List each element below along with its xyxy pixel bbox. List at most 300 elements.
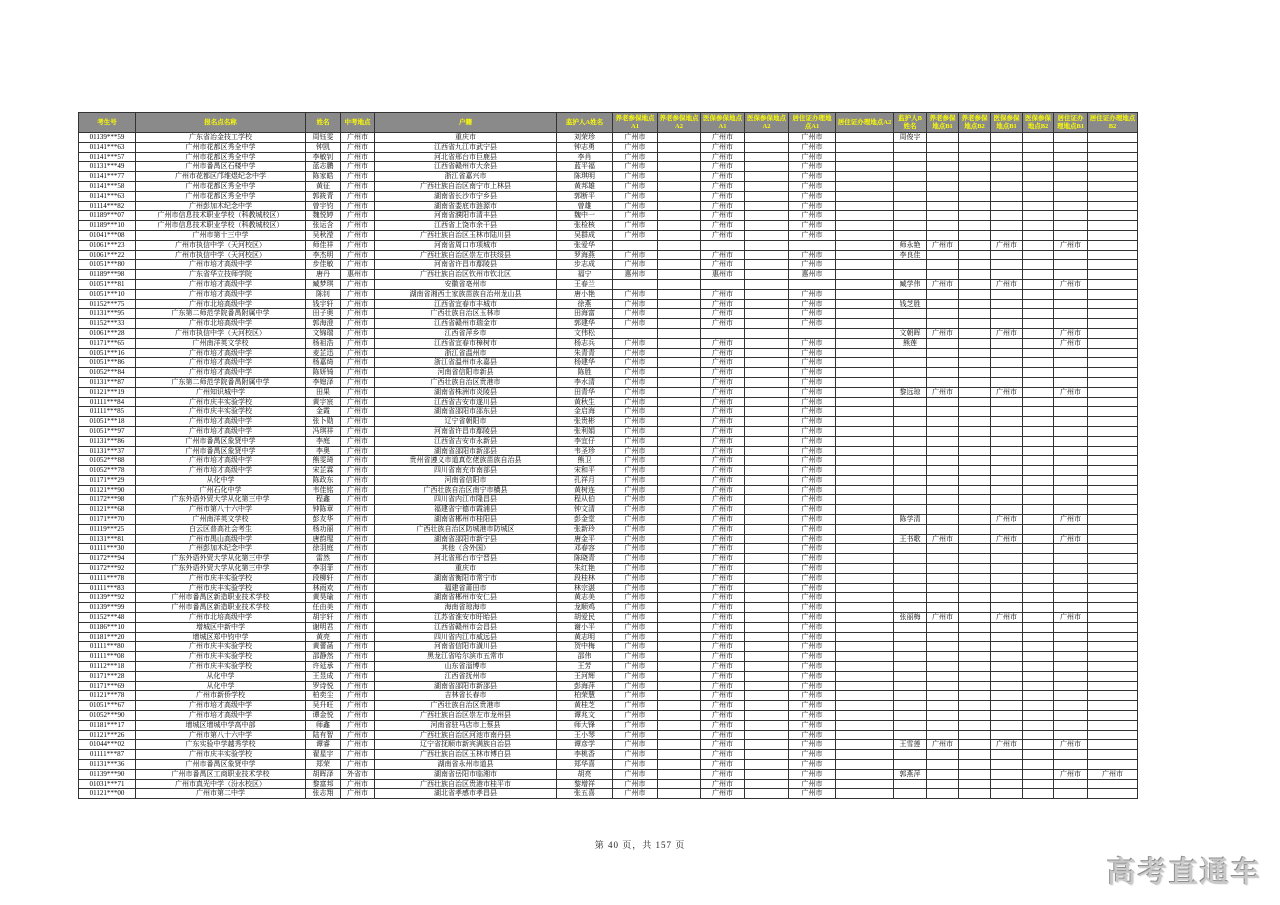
cell: 广州南洋英文学校 [136, 515, 306, 525]
cell [927, 642, 959, 652]
cell: 广州市培才高级中学 [136, 466, 306, 476]
table-row [79, 201, 1138, 211]
cell [959, 456, 991, 466]
cell: 广州市培才高级中学 [136, 711, 306, 721]
cell: 广州市 [613, 319, 658, 329]
cell [836, 701, 894, 711]
cell [836, 152, 894, 162]
cell: 黑龙江省哈尔滨市五常市 [375, 652, 557, 662]
cell: 徐燕 [557, 299, 613, 309]
cell [745, 603, 789, 613]
column-header: 监护人A姓名 [557, 113, 613, 133]
cell: 广州市 [789, 603, 836, 613]
cell [836, 289, 894, 299]
cell: 广州市 [789, 152, 836, 162]
cell: 广州市 [789, 613, 836, 623]
cell [959, 377, 991, 387]
cell [894, 652, 927, 662]
cell: 广州市 [341, 377, 375, 387]
cell: 广州市 [613, 142, 658, 152]
cell: 01121***26 [79, 730, 136, 740]
table-row [79, 319, 1138, 329]
cell [745, 720, 789, 730]
cell [927, 348, 959, 358]
cell: 广州市 [789, 564, 836, 574]
table-row [79, 289, 1138, 299]
cell: 广州市 [789, 505, 836, 515]
cell [959, 230, 991, 240]
cell: 广州市 [789, 221, 836, 231]
cell: 广州市 [789, 769, 836, 779]
cell [1054, 711, 1088, 721]
cell: 广州市 [789, 485, 836, 495]
cell [745, 319, 789, 329]
cell [836, 485, 894, 495]
column-header: 居住证办理地点A1 [789, 113, 836, 133]
cell: 白云区普高社会考生 [136, 524, 306, 534]
cell [959, 779, 991, 789]
cell: 段桂林 [557, 573, 613, 583]
cell: 广州市 [341, 407, 375, 417]
cell: 01111***83 [79, 583, 136, 593]
cell: 广州市 [789, 573, 836, 583]
cell: 广西壮族自治区贵港市 [375, 377, 557, 387]
column-header: 姓名 [306, 113, 341, 133]
cell [658, 221, 701, 231]
cell: 河南省许昌市鄢陵县 [375, 426, 557, 436]
cell: 广州市 [701, 319, 745, 329]
cell [1023, 779, 1054, 789]
cell: 广州市 [341, 632, 375, 642]
cell [1054, 554, 1088, 564]
cell: 广州市 [701, 260, 745, 270]
cell [836, 613, 894, 623]
cell [1088, 456, 1138, 466]
cell [1088, 201, 1138, 211]
cell [658, 564, 701, 574]
cell [991, 671, 1023, 681]
cell: 广州市番禺区石楼中学 [136, 162, 306, 172]
cell: 01139***99 [79, 603, 136, 613]
cell: 李桃香 [557, 750, 613, 760]
cell [1054, 681, 1088, 691]
cell: 广州市北培高级中学 [136, 299, 306, 309]
cell: 广州市 [789, 181, 836, 191]
cell: 广州市 [613, 583, 658, 593]
cell [927, 583, 959, 593]
cell [1088, 740, 1138, 750]
table-row [79, 348, 1138, 358]
cell: 韦佳铭 [306, 485, 341, 495]
cell [959, 740, 991, 750]
cell [927, 133, 959, 143]
cell: 陈家皓 [306, 172, 341, 182]
cell [894, 162, 927, 172]
cell [927, 172, 959, 182]
cell: 江西省赣州市会昌县 [375, 622, 557, 632]
cell: 广州市 [701, 456, 745, 466]
cell: 从化中学 [136, 671, 306, 681]
cell [1054, 162, 1088, 172]
cell: 01139***92 [79, 593, 136, 603]
cell: 广州市 [701, 583, 745, 593]
cell [658, 142, 701, 152]
cell: 广州市 [341, 671, 375, 681]
cell [927, 652, 959, 662]
cell [658, 632, 701, 642]
cell: 彭友华 [306, 515, 341, 525]
cell [991, 446, 1023, 456]
cell [894, 789, 927, 799]
cell [745, 466, 789, 476]
cell [894, 368, 927, 378]
cell: 广州市 [789, 397, 836, 407]
cell: 彭金堂 [557, 515, 613, 525]
table-row [79, 338, 1138, 348]
cell: 广州市 [341, 142, 375, 152]
cell [959, 407, 991, 417]
cell [894, 662, 927, 672]
cell [1023, 446, 1054, 456]
cell: 广州市 [341, 397, 375, 407]
cell [658, 162, 701, 172]
cell [1023, 309, 1054, 319]
cell [1088, 309, 1138, 319]
cell [1054, 730, 1088, 740]
cell: 广州市 [1054, 534, 1088, 544]
table-row [79, 632, 1138, 642]
column-header: 医保参保地点B1 [991, 113, 1023, 133]
cell: 广州市 [613, 632, 658, 642]
cell: 黄志明 [557, 632, 613, 642]
cell: 广州市 [341, 681, 375, 691]
cell: 广州市 [613, 152, 658, 162]
cell: 惠州市 [341, 270, 375, 280]
cell [927, 250, 959, 260]
cell: 胡宇轩 [306, 613, 341, 623]
cell: 广州市 [789, 201, 836, 211]
cell [1054, 368, 1088, 378]
cell [991, 270, 1023, 280]
cell: 01189***10 [79, 221, 136, 231]
cell [959, 348, 991, 358]
cell: 江西省赣州市大余县 [375, 162, 557, 172]
column-header: 养老参保地点A2 [658, 113, 701, 133]
cell [927, 730, 959, 740]
cell: 广东第二师范学院番禺附属中学 [136, 309, 306, 319]
cell [745, 544, 789, 554]
cell [959, 593, 991, 603]
cell [1088, 495, 1138, 505]
cell: 李奥 [306, 446, 341, 456]
cell [894, 671, 927, 681]
cell [658, 524, 701, 534]
cell [745, 201, 789, 211]
cell: 广州市 [789, 338, 836, 348]
cell [745, 250, 789, 260]
cell: 01061***28 [79, 328, 136, 338]
cell: 广州市 [341, 417, 375, 427]
cell [1023, 260, 1054, 270]
cell: 广州市 [613, 397, 658, 407]
cell [745, 240, 789, 250]
cell: 吉林省长春市 [375, 691, 557, 701]
cell [991, 544, 1023, 554]
cell: 广州市 [613, 652, 658, 662]
cell [1088, 564, 1138, 574]
cell [836, 426, 894, 436]
cell [745, 622, 789, 632]
cell [1023, 769, 1054, 779]
cell [836, 544, 894, 554]
cell [1088, 191, 1138, 201]
cell [836, 652, 894, 662]
cell [1023, 152, 1054, 162]
cell [894, 142, 927, 152]
cell [1054, 133, 1088, 143]
cell [991, 348, 1023, 358]
cell [658, 211, 701, 221]
cell [894, 211, 927, 221]
column-header: 养老参保地点B2 [959, 113, 991, 133]
table-row [79, 142, 1138, 152]
cell: 王昱成 [306, 671, 341, 681]
cell: 广西壮族自治区南宁市横县 [375, 485, 557, 495]
cell [1023, 162, 1054, 172]
column-header: 报名点名称 [136, 113, 306, 133]
cell: 广州市信息技术职业学校（科教城校区） [136, 221, 306, 231]
cell: 广州市 [789, 446, 836, 456]
table-row [79, 407, 1138, 417]
cell [836, 181, 894, 191]
cell: 魏中一 [557, 211, 613, 221]
cell [1054, 436, 1088, 446]
table-row [79, 133, 1138, 143]
cell [1054, 622, 1088, 632]
cell [745, 662, 789, 672]
cell [1088, 760, 1138, 770]
cell: 江西省抚州市 [375, 671, 557, 681]
cell: 广州市 [613, 358, 658, 368]
cell [959, 603, 991, 613]
cell: 田果 [306, 387, 341, 397]
cell [1023, 613, 1054, 623]
cell [991, 466, 1023, 476]
cell [959, 211, 991, 221]
cell: 广州市庆丰实验学校 [136, 750, 306, 760]
cell: 广州市 [613, 662, 658, 672]
cell [658, 270, 701, 280]
cell: 惠州市 [789, 270, 836, 280]
table-row [79, 681, 1138, 691]
cell: 广州市 [341, 133, 375, 143]
cell: 广州市执信中学（天河校区） [136, 240, 306, 250]
cell: 广州市 [613, 730, 658, 740]
cell [745, 172, 789, 182]
cell: 广州市 [613, 544, 658, 554]
cell: 01186***10 [79, 622, 136, 632]
cell [991, 573, 1023, 583]
table-row [79, 544, 1138, 554]
table-row [79, 730, 1138, 740]
cell [1023, 328, 1054, 338]
cell: 广州市 [613, 603, 658, 613]
cell [1023, 622, 1054, 632]
cell [1088, 377, 1138, 387]
table-row [79, 740, 1138, 750]
cell: 01141***77 [79, 172, 136, 182]
cell [745, 583, 789, 593]
cell [1088, 524, 1138, 534]
cell: 广州市 [341, 426, 375, 436]
table-row [79, 671, 1138, 681]
cell: 黄亮 [306, 632, 341, 642]
cell: 广州市 [789, 750, 836, 760]
table-row [79, 711, 1138, 721]
cell: 广州市 [789, 681, 836, 691]
cell [658, 730, 701, 740]
cell [836, 573, 894, 583]
cell: 广州市 [341, 534, 375, 544]
cell: 广州市 [341, 750, 375, 760]
column-header: 居住证办理地点B1 [1054, 113, 1088, 133]
cell: 广州市 [701, 789, 745, 799]
cell: 广州市 [701, 720, 745, 730]
cell [959, 250, 991, 260]
cell [991, 475, 1023, 485]
cell: 广州市番禺区新造职业技术学校 [136, 603, 306, 613]
cell [836, 417, 894, 427]
cell [927, 211, 959, 221]
cell [894, 466, 927, 476]
cell: 广州市 [613, 309, 658, 319]
cell [991, 377, 1023, 387]
cell: 广州市 [701, 162, 745, 172]
cell [1088, 436, 1138, 446]
cell [959, 544, 991, 554]
cell: 师佳祥 [306, 240, 341, 250]
cell: 01152***33 [79, 319, 136, 329]
cell: 张丽梅 [894, 613, 927, 623]
cell [991, 250, 1023, 260]
cell: 广州市 [789, 740, 836, 750]
cell: 河南省濮阳市清丰县 [375, 211, 557, 221]
cell: 徐羽庭 [306, 544, 341, 554]
cell: 广州市 [991, 613, 1023, 623]
cell [745, 691, 789, 701]
cell [894, 319, 927, 329]
cell: 黎增祥 [557, 779, 613, 789]
cell: 广州市 [341, 760, 375, 770]
cell [1023, 583, 1054, 593]
cell: 王芳 [557, 662, 613, 672]
cell [894, 505, 927, 515]
cell: 广州市 [341, 779, 375, 789]
cell: 01181***20 [79, 632, 136, 642]
cell: 广州市真光中学（汾水校区） [136, 779, 306, 789]
cell [1023, 270, 1054, 280]
cell: 广州市 [341, 211, 375, 221]
column-header: 居住证办理地点A2 [836, 113, 894, 133]
column-header: 监护人B姓名 [894, 113, 927, 133]
cell [836, 720, 894, 730]
column-header: 医保参保地点A1 [701, 113, 745, 133]
cell: 金霞 [306, 407, 341, 417]
cell [1054, 397, 1088, 407]
cell: 王河辉 [557, 671, 613, 681]
cell [1023, 338, 1054, 348]
cell: 广州市 [701, 466, 745, 476]
cell [1054, 701, 1088, 711]
cell: 广州市 [701, 191, 745, 201]
cell: 广州市 [701, 622, 745, 632]
table-row [79, 760, 1138, 770]
cell [1023, 289, 1054, 299]
cell: 广州市 [789, 691, 836, 701]
cell: 广西壮族自治区贵港市 [375, 701, 557, 711]
cell [1023, 181, 1054, 191]
cell [701, 240, 745, 250]
cell: 广东外语外贸大学从化第三中学 [136, 495, 306, 505]
cell: 广州市 [789, 760, 836, 770]
cell [658, 691, 701, 701]
cell [991, 505, 1023, 515]
cell: 广州市 [701, 779, 745, 789]
cell: 湖南省岳阳市临湘市 [375, 769, 557, 779]
cell: 广州市 [701, 250, 745, 260]
cell: 广州市第二中学 [136, 789, 306, 799]
cell: 宋芷霖 [306, 466, 341, 476]
cell [959, 260, 991, 270]
cell [1088, 662, 1138, 672]
cell [894, 309, 927, 319]
cell: 广州市 [341, 583, 375, 593]
cell: 广州市 [613, 446, 658, 456]
cell: 广州市 [701, 475, 745, 485]
cell: 李水清 [557, 377, 613, 387]
cell [991, 172, 1023, 182]
cell: 广州市培才高级中学 [136, 368, 306, 378]
cell: 01131***49 [79, 162, 136, 172]
cell [1088, 221, 1138, 231]
cell: 广州市 [341, 466, 375, 476]
cell [745, 485, 789, 495]
table-row [79, 750, 1138, 760]
cell: 01111***08 [79, 652, 136, 662]
cell [1023, 397, 1054, 407]
cell [927, 319, 959, 329]
cell [1054, 642, 1088, 652]
cell [959, 309, 991, 319]
cell: 熊卫 [557, 456, 613, 466]
cell [927, 711, 959, 721]
cell: 广州市 [613, 211, 658, 221]
cell [836, 730, 894, 740]
cell [991, 289, 1023, 299]
cell [991, 436, 1023, 446]
cell: 黎富邦 [306, 779, 341, 789]
cell [991, 524, 1023, 534]
cell: 广州市第十三中学 [136, 230, 306, 240]
cell: 杨功丽 [306, 524, 341, 534]
cell [836, 319, 894, 329]
cell [836, 681, 894, 691]
cell: 熊雯琦 [306, 456, 341, 466]
cell: 黄志美 [557, 593, 613, 603]
cell: 广西壮族自治区玉林市 [375, 309, 557, 319]
cell [927, 191, 959, 201]
cell: 谭睿 [306, 740, 341, 750]
